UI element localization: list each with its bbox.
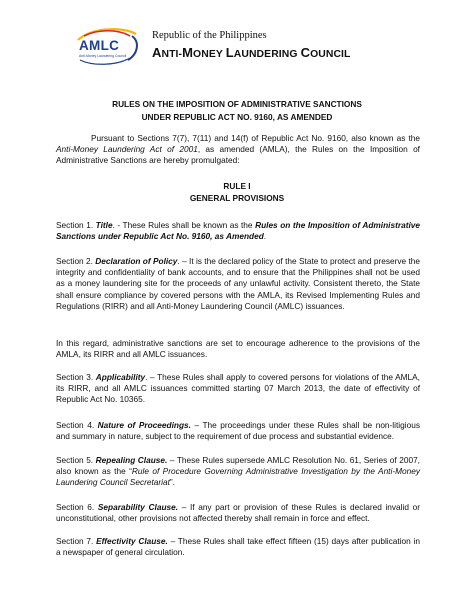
- council-name: [152, 45, 351, 60]
- section-text: . – These Rules shall apply to covered persons for violations of the AMLA, its RIRR, and all AMLC issuances committed starting 07 March 2013, the date of effectivity of Republic Act No. 10365.: [56, 372, 420, 405]
- section-text: – If any part or provision of these Rules is declared invalid or unconstitutional, other provisions not affected thereby shall remain in force and effect.: [56, 502, 420, 524]
- intro-text: , as amended (AMLA), the Rules on the Imposition of Administrative Sanctions are hereby promulgated:: [56, 144, 420, 166]
- section-4: [56, 420, 420, 442]
- section-name: Nature of Proceedings.: [97, 420, 191, 430]
- intro-text: Pursuant to Sections 7(7), 7(11) and 14(f) of Republic Act No. 9160, also known as the: [91, 133, 420, 143]
- section-name: Declaration of Policy: [95, 256, 178, 266]
- council-name-part: NTI-: [161, 49, 183, 60]
- section-name: Title: [95, 220, 113, 230]
- logo-subtext: Anti-Money Laundering Council: [79, 54, 127, 58]
- section-name: Separability Clause.: [97, 502, 179, 512]
- section-5: [56, 455, 420, 489]
- section-text: . – It is the declared policy of the State to protect and preserve the integrity and confidentiality of bank accounts, and to ensure that the Philippines shall not be used as a money laundering site for the proceeds of any unlawful activity. Consistent thereto, the State shall ensure compliance by covered persons with the AMLA, its Revised Implementing Rules and Regulations (RIRR) and all Anti-Money Laundering Council (AMLC) issuances.: [56, 256, 420, 311]
- council-name-part: C: [300, 45, 311, 60]
- act-name: Anti-Money Laundering Act of 2001: [56, 144, 198, 155]
- rules-name: Rules on the Imposition of Administrative Sanctions under Republic Act No. 9160, as Amended: [56, 220, 420, 242]
- section-prefix: Section 7.: [56, 536, 97, 546]
- section-text: . - These Rules shall be known as the: [112, 220, 256, 230]
- section-prefix: Section 6.: [56, 502, 98, 512]
- document-title-line-2: UNDER REPUBLIC ACT NO. 9160, AS AMENDED: [141, 112, 333, 122]
- intro-paragraph: [56, 133, 420, 167]
- section-text: .: [263, 231, 267, 242]
- section-prefix: Section 4.: [56, 420, 98, 430]
- section-2: [56, 256, 420, 312]
- council-name-part: ONEY: [193, 49, 226, 60]
- section-text: – These Rules shall take effect fifteen (15) days after publication in a newspaper of general circulation.: [56, 536, 420, 558]
- regard-paragraph: In this regard, administrative sanctions are set to encourage adherence to the provisions of the AMLA, its RIRR and all AMLC issuances.: [56, 338, 420, 360]
- section-1: [56, 220, 420, 242]
- council-name-part: AUNDERING: [233, 49, 301, 60]
- section-text: – The proceedings under these Rules shall be non-litigious and summary in nature, subject to the requirement of due process and substantial evidence.: [56, 420, 420, 442]
- council-name-part: M: [182, 45, 194, 60]
- document-title-line-1: RULES ON THE IMPOSITION OF ADMINISTRATIVE SANCTIONS: [112, 99, 362, 109]
- rule-label: RULE I: [223, 181, 251, 191]
- council-name-part: A: [152, 45, 162, 60]
- section-name: Repealing Clause.: [95, 455, 168, 465]
- section-text: ”.: [169, 477, 175, 488]
- section-7: [56, 536, 420, 558]
- section-text: – These Rules supersede AMLC Resolution No. 61, Series of 2007, also known as the “: [56, 455, 420, 477]
- section-prefix: Section 1.: [56, 220, 96, 230]
- logo-text: AMLC: [79, 38, 120, 53]
- section-name: Applicability: [95, 372, 146, 382]
- rule-of-procedure-name: Rule of Procedure Governing Administrative Investigation by the Anti-Money Laundering Council Secretariat: [56, 466, 420, 488]
- republic-line: Republic of the Philippines: [152, 30, 267, 41]
- council-name-part: OUNCIL: [310, 49, 351, 60]
- amlc-logo: [72, 26, 144, 70]
- section-3: [56, 372, 420, 406]
- council-name-part: L: [225, 45, 234, 60]
- letterhead: [72, 26, 412, 70]
- rule-heading: GENERAL PROVISIONS: [189, 193, 285, 203]
- section-prefix: Section 2.: [56, 256, 96, 266]
- section-name: Effectivity Clause.: [96, 536, 168, 546]
- section-prefix: Section 3.: [56, 372, 96, 382]
- section-6: [56, 502, 420, 524]
- section-prefix: Section 5.: [56, 455, 96, 465]
